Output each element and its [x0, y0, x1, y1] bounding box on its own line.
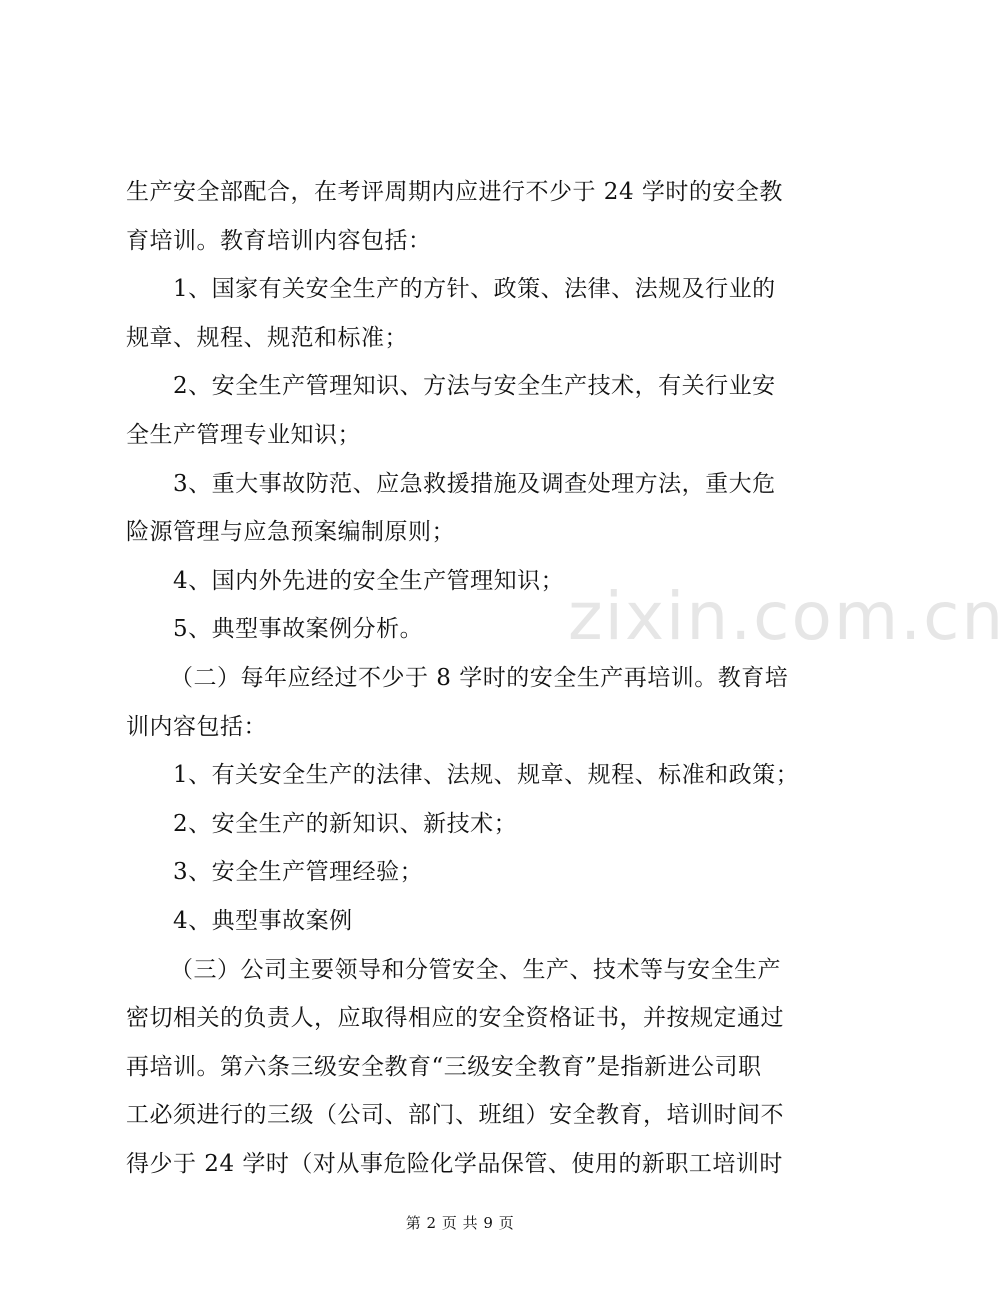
list-item: 2、安全生产的新知识、新技术； [173, 810, 518, 837]
paragraph-line: 规章、规程、规范和标准； [126, 324, 408, 351]
page-footer: 第 2 页 共 9 页 [405, 1214, 515, 1232]
paragraph-line: 密切相关的负责人，应取得相应的安全资格证书，并按规定通过 [126, 1005, 784, 1032]
section-heading-line: （二）每年应经过不少于 8 学时的安全生产再培训。教育培 [170, 664, 789, 691]
list-item: 1、国家有关安全生产的方针、政策、法律、法规及行业的 [173, 276, 776, 303]
paragraph-line: 训内容包括： [126, 713, 267, 740]
paragraph-line: 育培训。教育培训内容包括： [126, 227, 432, 254]
section-heading-line: （三）公司主要领导和分管安全、生产、技术等与安全生产 [170, 956, 781, 983]
list-item: 5、典型事故案例分析。 [173, 616, 424, 643]
list-item: 3、安全生产管理经验； [173, 859, 424, 886]
paragraph-line: 工必须进行的三级（公司、部门、班组）安全教育，培训时间不 [126, 1102, 784, 1129]
list-item: 2、安全生产管理知识、方法与安全生产技术，有关行业安 [173, 373, 776, 400]
list-item: 3、重大事故防范、应急救援措施及调查处理方法，重大危 [173, 470, 776, 497]
paragraph-line: 得少于 24 学时（对从事危险化学品保管、使用的新职工培训时 [126, 1150, 783, 1177]
paragraph-line: 生产安全部配合，在考评周期内应进行不少于 24 学时的安全教 [126, 179, 783, 205]
paragraph-line: 险源管理与应急预案编制原则； [126, 519, 455, 546]
document-body [126, 168, 826, 1188]
list-item: 4、国内外先进的安全生产管理知识； [173, 567, 565, 594]
paragraph-line: 再培训。第六条三级安全教育“三级安全教育”是指新进公司职 [126, 1053, 762, 1080]
list-item: 4、典型事故案例 [173, 907, 353, 934]
paragraph-line: 全生产管理专业知识； [126, 421, 361, 448]
list-item: 1、有关安全生产的法律、法规、规章、规程、标准和政策； [173, 762, 800, 789]
watermark: zixin.com.cn [568, 578, 1005, 655]
